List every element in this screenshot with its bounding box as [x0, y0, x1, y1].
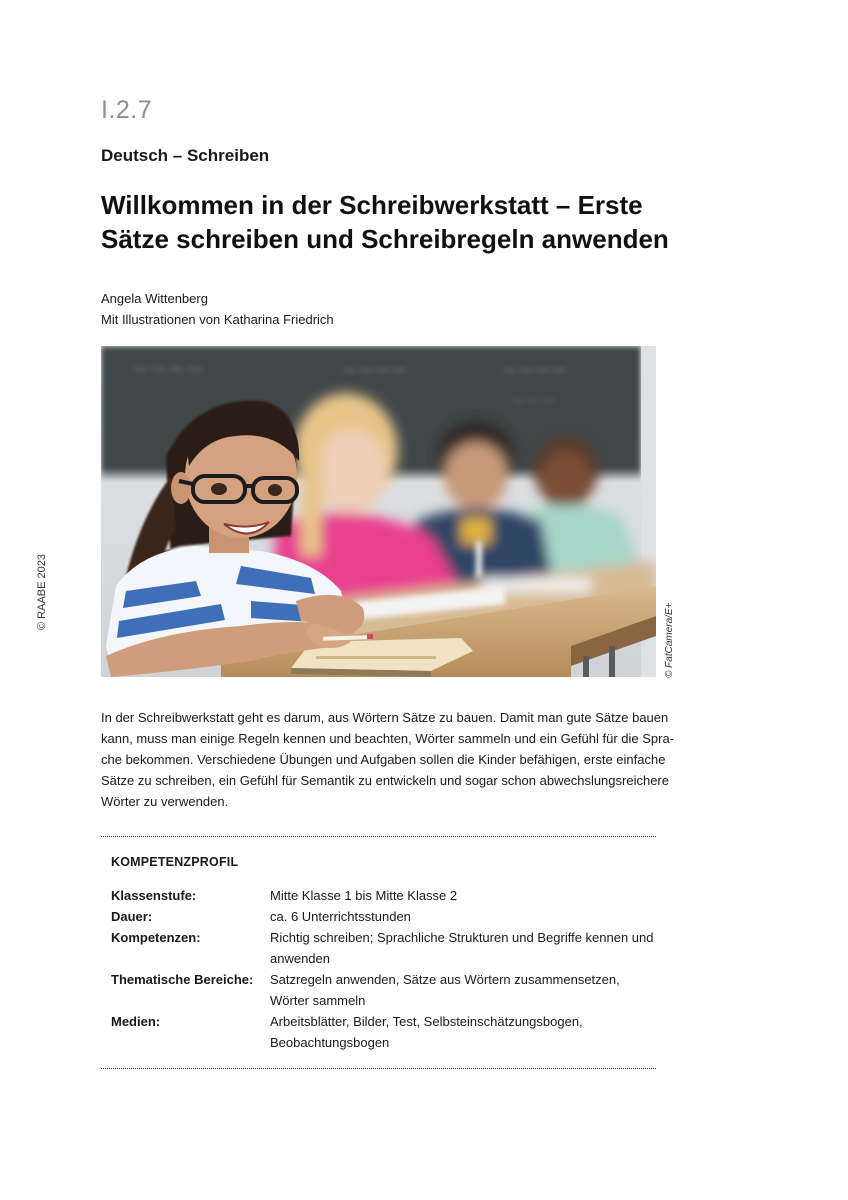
side-copyright: © RAABE 2023: [36, 554, 48, 630]
profile-row: [111, 1011, 656, 1053]
author-block: [101, 288, 334, 330]
title-line-2: Sätze schreiben und Schreibregeln anwenden: [101, 224, 669, 254]
intro-line: In der Schreibwerkstatt geht es darum, aus Wörtern Sätze zu bauen. Damit man gute Sätze bauen: [101, 710, 669, 725]
profile-value-line: Beobachtungsbogen: [270, 1035, 390, 1050]
profile-label: Dauer:: [111, 909, 153, 924]
svg-text:~~~~: ~~~~: [341, 357, 409, 381]
profile-row: [111, 885, 656, 906]
profile-value: [270, 1011, 656, 1053]
intro-line: kann, muss man einige Regeln kennen und beachten, Wörter sammeln und ein Gefühl für die Spra-: [101, 731, 675, 746]
profile-value-line: Satzregeln anwenden, Sätze aus Wörtern zusammensetzen,: [270, 972, 620, 987]
svg-text:~~~~: ~~~~: [131, 357, 205, 382]
profile-row: [111, 969, 656, 1011]
svg-text:~~~~: ~~~~: [501, 357, 569, 381]
illustrator-credit: Mit Illustrationen von Katharina Friedrich: [101, 312, 334, 327]
profile-label: Kompetenzen:: [111, 930, 201, 945]
profile-value-line: Mitte Klasse 1 bis Mitte Klasse 2: [270, 888, 458, 903]
profile-heading: KOMPETENZPROFIL: [111, 855, 239, 869]
svg-text:~~~: ~~~: [511, 390, 557, 411]
profile-value-line: ca. 6 Unterrichtsstunden: [270, 909, 411, 924]
profile-value-line: Arbeitsblätter, Bilder, Test, Selbsteinschätzungsbogen,: [270, 1014, 583, 1029]
profile-value-line: Richtig schreiben; Sprachliche Strukturen und Begriffe kennen und: [270, 930, 654, 945]
title-line-1: Willkommen in der Schreibwerkstatt – Erste: [101, 190, 643, 220]
profile-label: Thematische Bereiche:: [111, 972, 254, 987]
intro-line: che bekommen. Verschiedene Übungen und Aufgaben sollen die Kinder befähigen, erste einfache: [101, 752, 666, 767]
profile-label: Medien:: [111, 1014, 161, 1029]
profile-value: [270, 969, 656, 1011]
photo-credit: © FatCamera/E+: [664, 602, 675, 678]
profile-value-line: anwenden: [270, 951, 330, 966]
profile-row: [111, 927, 656, 969]
section-code: I.2.7: [101, 96, 153, 124]
classroom-photo: [101, 346, 656, 677]
divider-bottom: [101, 1068, 656, 1069]
profile-value-line: Wörter sammeln: [270, 993, 366, 1008]
competence-profile: [111, 885, 656, 1053]
author-name: Angela Wittenberg: [101, 291, 208, 306]
profile-value: [270, 906, 656, 927]
subject-line: Deutsch – Schreiben: [101, 146, 270, 165]
profile-value: [270, 885, 656, 906]
profile-value: [270, 927, 656, 969]
intro-line: Wörter zu verwenden.: [101, 794, 229, 809]
profile-row: [111, 906, 656, 927]
intro-line: Sätze zu schreiben, ein Gefühl für Semantik zu entwickeln und sogar schon abwechslungsreichere: [101, 773, 669, 788]
document-title: [101, 188, 701, 256]
intro-paragraph: [101, 707, 675, 812]
profile-label: Klassenstufe:: [111, 888, 197, 903]
divider-top: [101, 836, 656, 837]
